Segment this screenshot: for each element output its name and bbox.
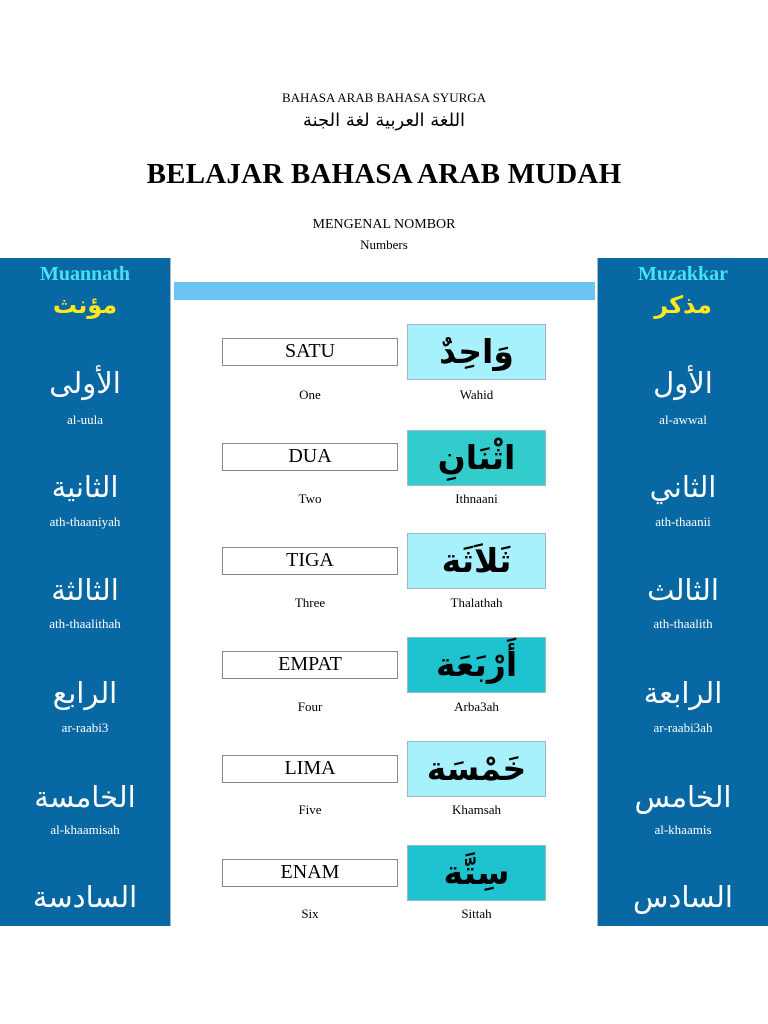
section-title: MENGENAL NOMBOR [312,217,456,232]
malay-number-box: LIMA [222,755,398,783]
arabic-number-box: خَمْسَة [407,741,546,797]
left-sidebar-muannath [0,258,170,926]
ordinal-arabic-2: الثانية [51,470,119,504]
muzakkar-heading-arabic: مذكر [654,291,712,319]
english-label: Two [298,491,322,506]
section-subtitle: Numbers [360,237,408,252]
malay-number-box: TIGA [222,547,398,575]
arabic-number-box: أَرْبَعَة [407,637,546,693]
ordinal-arabic-5: الخامس [634,780,732,814]
transliteration-label: Sittah [461,906,492,921]
ordinal-translit-3: ath-thaalith [653,616,713,631]
malay-number-box: DUA [222,443,398,471]
ordinal-arabic-1: الأول [653,366,713,400]
muzakkar-heading: Muzakkar [638,263,728,285]
arabic-site-subtitle: اللغة العربية لغة الجنة [302,110,466,131]
ordinal-arabic-6: السادسة [32,880,138,914]
ordinal-translit-2: ath-thaaniyah [49,514,121,529]
ordinal-arabic-1: الأولى [49,366,121,400]
malay-number-box: EMPAT [222,651,398,679]
ordinal-translit-5: al-khaamis [654,822,712,837]
english-label: Six [301,906,319,921]
malay-number-box: ENAM [222,859,398,887]
transliteration-label: Thalathah [450,595,503,610]
ordinal-translit-3: ath-thaalithah [49,616,121,631]
ordinal-translit-4: ar-raabi3ah [653,720,713,735]
transliteration-label: Ithnaani [455,491,498,506]
ordinal-translit-1: al-uula [66,412,104,427]
ordinal-translit-5: al-khaamisah [50,822,120,837]
english-label: Three [294,595,326,610]
arabic-number-box: ثَلاَثَة [407,533,546,589]
right-sidebar-muzakkar [598,258,768,926]
site-subtitle: BAHASA ARAB BAHASA SYURGA [281,90,487,105]
ordinal-arabic-4: الرابعة [643,676,723,710]
muannath-heading-arabic: مؤنث [52,291,118,319]
ordinal-arabic-4: الرابع [52,676,118,710]
transliteration-label: Khamsah [451,802,502,817]
english-label: Four [297,699,323,714]
ordinal-translit-2: ath-thaanii [655,514,711,529]
ordinal-arabic-5: الخامسة [34,780,136,814]
ordinal-arabic-6: السادس [633,880,733,914]
ordinal-translit-4: ar-raabi3 [61,720,109,735]
english-label: One [299,387,321,402]
muannath-heading: Muannath [39,263,131,285]
arabic-number-box: وَاحِدٌ [407,324,546,380]
transliteration-label: Arba3ah [454,699,499,714]
transliteration-label: Wahid [459,387,494,402]
malay-number-box: SATU [222,338,398,366]
arabic-number-box: اثْنَانِ [407,430,546,486]
ordinal-arabic-2: الثاني [649,470,717,504]
panel-header-bar [174,282,595,300]
ordinal-translit-1: al-awwal [659,412,707,427]
page-title: BELAJAR BAHASA ARAB MUDAH [146,158,622,190]
english-label: Five [298,802,322,817]
ordinal-arabic-3: الثالثة [51,573,119,607]
ordinal-arabic-3: الثالث [647,573,719,607]
arabic-number-box: سِتَّة [407,845,546,901]
